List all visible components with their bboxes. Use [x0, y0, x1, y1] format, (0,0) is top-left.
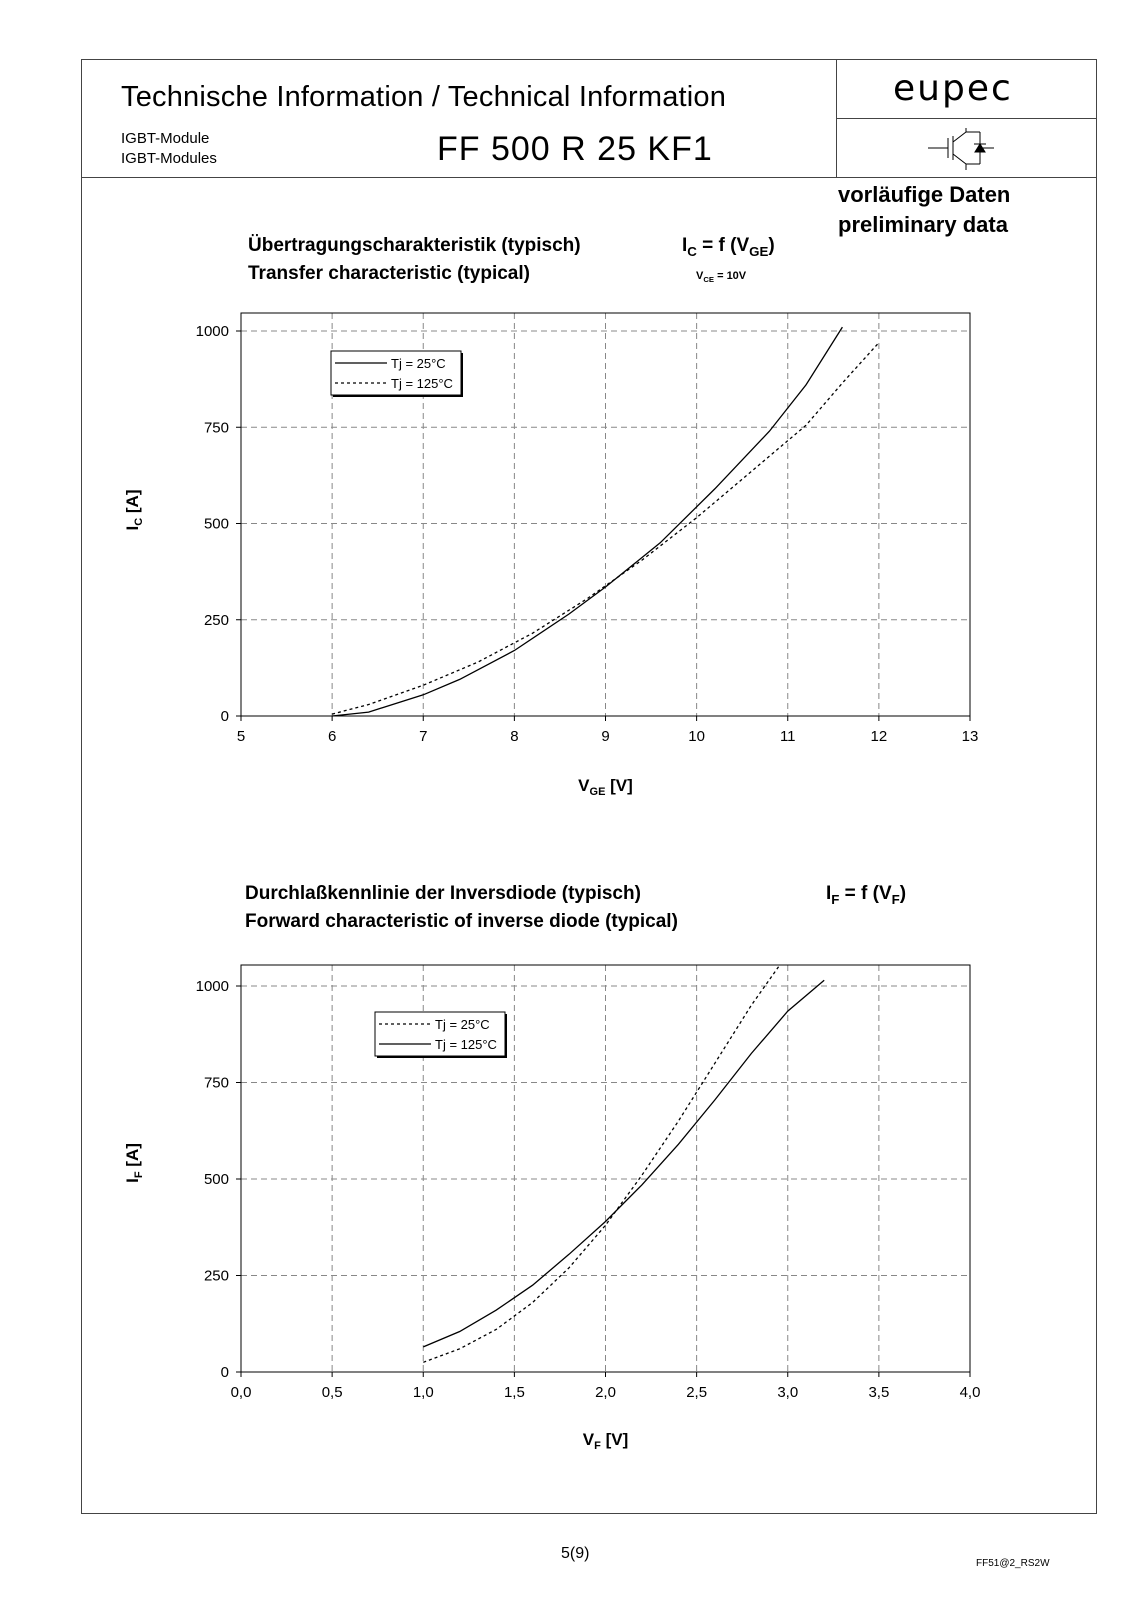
- preliminary-label-de: vorläufige Daten: [838, 182, 1011, 207]
- chart1-x-tick-label: 5: [236, 728, 246, 745]
- page-number: 5(9): [561, 1545, 590, 1562]
- chart2-x-axis-label: $V_F$ [V]: [582, 1430, 629, 1452]
- chart2-y-axis-label: $I_F$ [A]: [123, 1143, 145, 1183]
- chart2-y-tick-label: 250: [203, 1267, 229, 1285]
- chart2-title-en: Forward characteristic of inverse diode (typical): [245, 911, 678, 932]
- chart1-legend-label-1: Tj = 25°C: [391, 356, 446, 371]
- chart2-x-tick-label: 2,0: [595, 1384, 616, 1401]
- chart2-x-tick-label: 0,0: [230, 1384, 252, 1401]
- chart1-x-tick-label: 8: [510, 728, 519, 745]
- chart2-y-tick-label: 500: [203, 1171, 229, 1188]
- chart1-legend-label-2: Tj = 125°C: [391, 376, 453, 391]
- chart2-legend-label-2: Tj = 125°C: [435, 1037, 497, 1052]
- chart2-title-de: Durchlaßkennlinie der Inversdiode (typisch): [245, 883, 641, 904]
- chart1-y-tick-label: 0: [220, 708, 229, 725]
- chart2-function-label: $I_F = f$ $(V_F)$: [826, 883, 907, 907]
- chart1-x-tick-label: 6: [327, 728, 337, 745]
- chart1-y-axis-label: $I_C$ [A]: [123, 489, 145, 531]
- chart2-y-tick-label: 1000: [195, 978, 229, 995]
- chart1-y-tick-label: 250: [203, 611, 229, 629]
- chart1-x-axis-label: $V_{GE}$ [V]: [578, 776, 633, 798]
- chart2-legend-label-1: Tj = 25°C: [435, 1017, 490, 1032]
- chart1-y-tick-label: 500: [203, 515, 229, 533]
- document-code: FF51@2_RS2W: [976, 1558, 1050, 1569]
- chart2-y-tick-label: 750: [203, 1074, 229, 1092]
- chart2-x-tick-label: 4,0: [959, 1384, 981, 1401]
- chart1-condition-label: $V_{CE} = 10V$: [696, 270, 747, 285]
- chart1-y-tick-label: 1000: [195, 323, 229, 340]
- chart2-x-tick-label: 1,5: [503, 1384, 525, 1401]
- chart1-x-tick-label: 12: [870, 728, 888, 745]
- brand-logo: eupec: [893, 68, 1013, 109]
- chart1-function-label: $I_C = f$ $(V_{GE})$: [682, 235, 775, 259]
- chart1-x-tick-label: 13: [961, 728, 979, 745]
- module-type-en: IGBT-Modules: [121, 150, 217, 167]
- chart1-x-tick-label: 9: [601, 728, 610, 745]
- chart2-x-tick-label: 0,5: [321, 1384, 343, 1401]
- chart1-title-en: Transfer characteristic (typical): [248, 263, 530, 284]
- chart1-y-tick-label: 750: [203, 419, 229, 437]
- model-number: FF 500 R 25 KF1: [437, 130, 713, 168]
- chart2-x-tick-label: 1,0: [412, 1384, 434, 1401]
- module-type-de: IGBT-Module: [121, 130, 210, 147]
- chart2-x-tick-label: 2,5: [686, 1384, 708, 1401]
- chart2-x-tick-label: 3,5: [868, 1384, 890, 1401]
- preliminary-label-en: preliminary data: [838, 212, 1008, 237]
- chart1-title-de: Übertragungscharakteristik (typisch): [248, 235, 581, 256]
- chart1-x-tick-label: 11: [779, 728, 796, 745]
- page-title: Technische Information / Technical Information: [121, 81, 727, 113]
- chart2-x-tick-label: 3,0: [777, 1384, 799, 1401]
- chart2-y-tick-label: 0: [220, 1364, 229, 1381]
- chart1-x-tick-label: 10: [688, 728, 705, 745]
- chart1-x-tick-label: 7: [419, 728, 428, 745]
